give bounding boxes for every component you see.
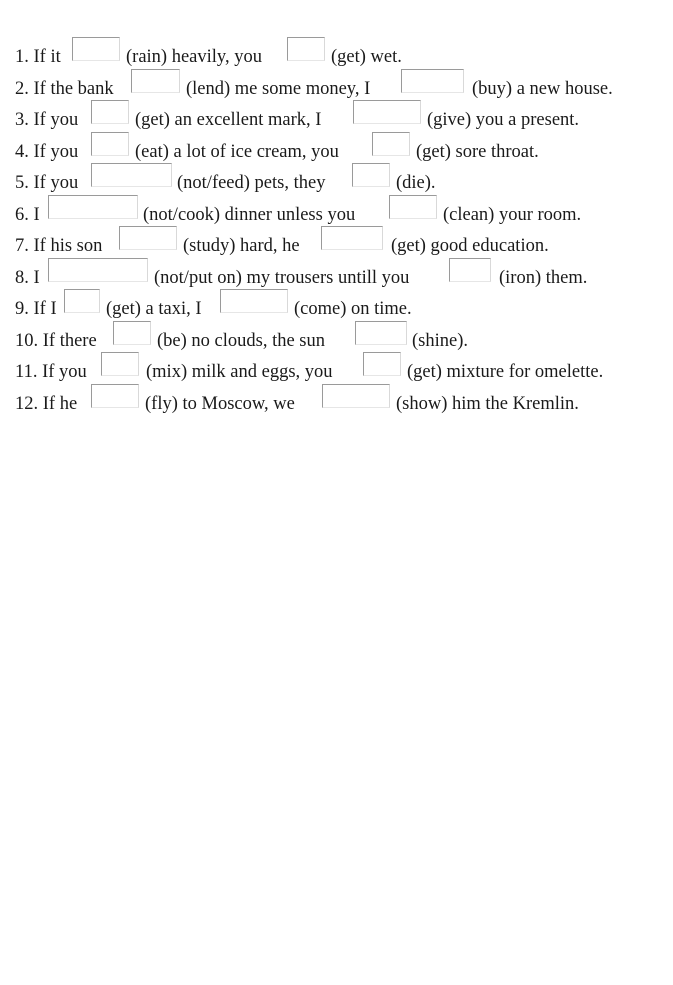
item-5-blank-2[interactable] (352, 163, 390, 187)
item-5-blank-1[interactable] (91, 163, 172, 187)
item-8-blank-2[interactable] (449, 258, 491, 282)
item-12-blank-2[interactable] (322, 384, 390, 408)
item-11-text-1: 11. If you (15, 362, 87, 382)
item-3-blank-2[interactable] (353, 100, 421, 124)
item-1-text-1: 1. If it (15, 47, 61, 67)
item-7-blank-2[interactable] (321, 226, 383, 250)
item-10-text-3: (shine). (412, 331, 468, 351)
item-2-text-1: 2. If the bank (15, 79, 114, 99)
item-5-text-3: (die). (396, 173, 436, 193)
item-7-text-1: 7. If his son (15, 236, 103, 256)
item-8-text-3: (iron) them. (499, 268, 588, 288)
item-11-text-3: (get) mixture for omelette. (407, 362, 604, 382)
item-4-text-1: 4. If you (15, 142, 79, 162)
item-10-text-2: (be) no clouds, the sun (157, 331, 326, 351)
item-9-text-3: (come) on time. (294, 299, 412, 319)
item-10-blank-1[interactable] (113, 321, 151, 345)
item-8-text-2: (not/put on) my trousers untill you (154, 268, 410, 288)
item-12-text-3: (show) him the Kremlin. (396, 394, 579, 414)
item-1-text-3: (get) wet. (331, 47, 402, 67)
item-10-text-1: 10. If there (15, 331, 97, 351)
item-8-blank-1[interactable] (48, 258, 148, 282)
item-12-text-1: 12. If he (15, 394, 78, 414)
item-1-blank-2[interactable] (287, 37, 325, 61)
item-11-blank-2[interactable] (363, 352, 401, 376)
item-4-text-2: (eat) a lot of ice cream, you (135, 142, 339, 162)
item-11-text-2: (mix) milk and eggs, you (146, 362, 333, 382)
item-6-text-1: 6. I (15, 205, 40, 225)
item-9-text-1: 9. If I (15, 299, 57, 319)
item-1-blank-1[interactable] (72, 37, 120, 61)
item-12-text-2: (fly) to Moscow, we (145, 394, 295, 414)
item-5-text-2: (not/feed) pets, they (177, 173, 326, 193)
item-7-text-2: (study) hard, he (183, 236, 300, 256)
item-6-blank-1[interactable] (48, 195, 138, 219)
item-2-blank-2[interactable] (401, 69, 464, 93)
item-2-text-2: (lend) me some money, I (186, 79, 371, 99)
item-4-blank-1[interactable] (91, 132, 129, 156)
item-2-text-3: (buy) a new house. (472, 79, 613, 99)
item-3-text-1: 3. If you (15, 110, 79, 130)
item-5-text-1: 5. If you (15, 173, 79, 193)
item-8-text-1: 8. I (15, 268, 40, 288)
item-9-text-2: (get) a taxi, I (106, 299, 202, 319)
item-2-blank-1[interactable] (131, 69, 180, 93)
item-6-text-2: (not/cook) dinner unless you (143, 205, 356, 225)
item-10-blank-2[interactable] (355, 321, 407, 345)
item-12-blank-1[interactable] (91, 384, 139, 408)
item-3-text-3: (give) you a present. (427, 110, 580, 130)
item-4-blank-2[interactable] (372, 132, 410, 156)
item-9-blank-1[interactable] (64, 289, 100, 313)
item-6-text-3: (clean) your room. (443, 205, 582, 225)
item-11-blank-1[interactable] (101, 352, 139, 376)
item-4-text-3: (get) sore throat. (416, 142, 539, 162)
item-7-text-3: (get) good education. (391, 236, 549, 256)
item-6-blank-2[interactable] (389, 195, 437, 219)
item-1-text-2: (rain) heavily, you (126, 47, 262, 67)
item-3-blank-1[interactable] (91, 100, 129, 124)
item-3-text-2: (get) an excellent mark, I (135, 110, 322, 130)
item-7-blank-1[interactable] (119, 226, 177, 250)
item-9-blank-2[interactable] (220, 289, 288, 313)
